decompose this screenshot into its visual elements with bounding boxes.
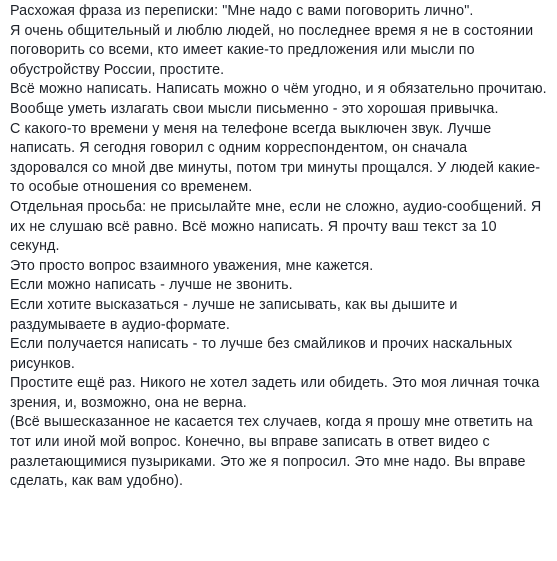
post-paragraph: Это просто вопрос взаимного уважения, мне кажется. <box>10 257 374 274</box>
post-paragraph: Простите ещё раз. Никого не хотел задеть или обидеть. Это моя личная точка зрения, и, возможно, она не верна. <box>10 375 540 411</box>
post-paragraph: Если хотите высказаться - лучше не записывать, как вы дышите и раздумываете в аудио-формате. <box>10 296 458 333</box>
post-paragraph: Если можно написать - лучше не звонить. <box>10 277 293 294</box>
post-paragraph: Вообще уметь излагать свои мысли письменно - это хорошая привычка. <box>10 100 499 117</box>
post-paragraph: Отдельная просьба: не присылайте мне, если не сложно, аудио-сообщений. Я их не слушаю всё равно. Всё можно написать. Я прочту ваш текст за 10 секунд. <box>10 198 542 255</box>
post-paragraph: Всё можно написать. Написать можно о чём угодно, и я обязательно прочитаю. <box>10 81 547 98</box>
post-paragraph: С какого-то времени у меня на телефоне всегда выключен звук. Лучше написать. Я сегодня говорил с одним корреспондентом, он сначала здоровался со мной две минуты, потом три минуты прощался. У людей какие-то особые отношения со временем. <box>10 120 541 196</box>
post-paragraph: Если получается написать - то лучше без смайликов и прочих наскальных рисунков. <box>10 336 513 372</box>
post-paragraph: Расхожая фраза из переписки: "Мне надо с вами поговорить лично". <box>10 3 474 19</box>
post-paragraph: Я очень общительный и люблю людей, но последнее время я не в состоянии поговорить со всеми, кто имеет какие-то предложения или мысли по обустройству России, простите. <box>10 22 534 78</box>
post-paragraph: (Всё вышесказанное не касается тех случаев, когда я прошу мне ответить на тот или иной мой вопрос. Конечно, вы вправе записать в ответ видео с разлетающимися пузыриками. Это же я попросил. Это мне надо. Вы вправе сделать, как вам удобно). <box>10 414 533 490</box>
